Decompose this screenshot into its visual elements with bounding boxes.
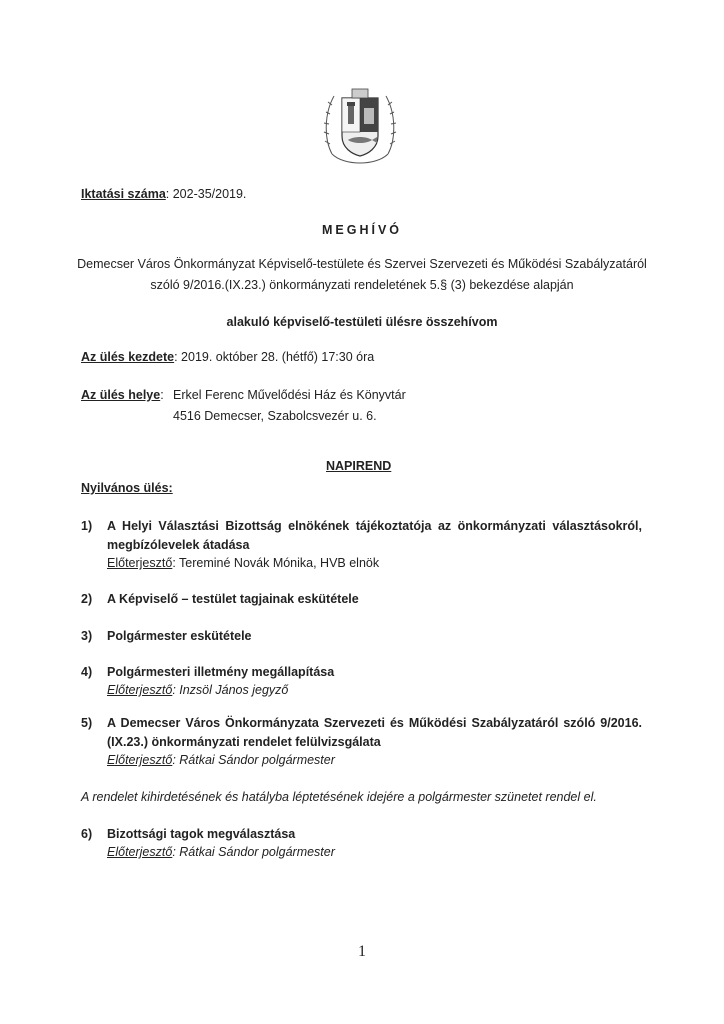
agenda-item-3-number: 3) — [81, 629, 93, 643]
agenda-item-5-line-2: (IX.23.) önkormányzati rendelet felülvizsgálata — [107, 735, 381, 749]
agenda-item-1-number: 1) — [81, 519, 93, 533]
agenda-item-5-number: 5) — [81, 716, 93, 730]
venue-colon: : — [160, 388, 164, 402]
agenda-item-2-number: 2) — [81, 592, 93, 606]
registration-label: Iktatási száma — [81, 187, 166, 201]
agenda-item-1-presenter — [107, 556, 379, 570]
agenda-item-2-line-1: A Képviselő – testület tagjainak eskütétele — [107, 592, 359, 606]
venue-line-1: Erkel Ferenc Művelődési Ház és Könyvtár — [173, 388, 406, 402]
agenda-item-1-line-1: A Helyi Választási Bizottság elnökének tájékoztatója az önkormányzati választásokról, — [107, 519, 642, 533]
presenter-label: Előterjesztő — [107, 753, 173, 767]
agenda-item-5-line-1: A Demecser Város Önkormányzata Szervezeti és Működési Szabályzatáról szóló 9/2016. — [107, 716, 642, 730]
page-number: 1 — [358, 943, 366, 960]
agenda-item-6-number: 6) — [81, 827, 93, 841]
agenda-item-4-number: 4) — [81, 665, 93, 679]
session-note: A rendelet kihirdetésének és hatályba léptetésének idejére a polgármester szünetet rendel el. — [81, 790, 597, 804]
agenda-item-6-presenter — [107, 845, 335, 859]
presenter-name: : Tereminé Novák Mónika, HVB elnök — [172, 556, 380, 570]
agenda-item-5-presenter — [107, 753, 335, 767]
convening-line: alakuló képviselő-testületi ülésre összehívom — [226, 315, 498, 329]
agenda-item-3-line-1: Polgármester eskütétele — [107, 629, 252, 643]
start-value: : 2019. október 28. (hétfő) 17:30 óra — [174, 350, 375, 364]
presenter-label: Előterjesztő — [107, 556, 173, 570]
coat-of-arms-icon — [322, 84, 398, 168]
public-session-label: Nyilvános ülés: — [81, 481, 173, 495]
agenda-item-6-line-1: Bizottsági tagok megválasztása — [107, 827, 296, 841]
intro-line-2: szóló 9/2016.(IX.23.) önkormányzati rendeletének 5.§ (3) bekezdése alapján — [150, 278, 574, 292]
presenter-name: : Rátkai Sándor polgármester — [172, 845, 335, 859]
agenda-item-4-presenter — [107, 683, 288, 697]
agenda-item-1-line-2: megbízólevelek átadása — [107, 538, 250, 552]
intro-line-1: Demecser Város Önkormányzat Képviselő-testülete és Szervei Szervezeti és Működési Szabályzatáról — [77, 257, 647, 271]
registration-line — [81, 187, 246, 201]
presenter-label: Előterjesztő — [107, 845, 173, 859]
start-line — [81, 350, 374, 364]
agenda-item-4-line-1: Polgármesteri illetmény megállapítása — [107, 665, 335, 679]
agenda-title: NAPIREND — [326, 459, 392, 473]
presenter-name: : Rátkai Sándor polgármester — [172, 753, 335, 767]
presenter-name: : Inzsöl János jegyző — [172, 683, 289, 697]
start-label: Az ülés kezdete — [81, 350, 175, 364]
venue-line-2: 4516 Demecser, Szabolcsvezér u. 6. — [173, 409, 377, 423]
venue-line — [81, 388, 164, 402]
document-title: MEGHÍVÓ — [321, 223, 403, 237]
venue-label: Az ülés helye — [81, 388, 161, 402]
registration-value: : 202-35/2019. — [165, 187, 247, 201]
presenter-label: Előterjesztő — [107, 683, 173, 697]
